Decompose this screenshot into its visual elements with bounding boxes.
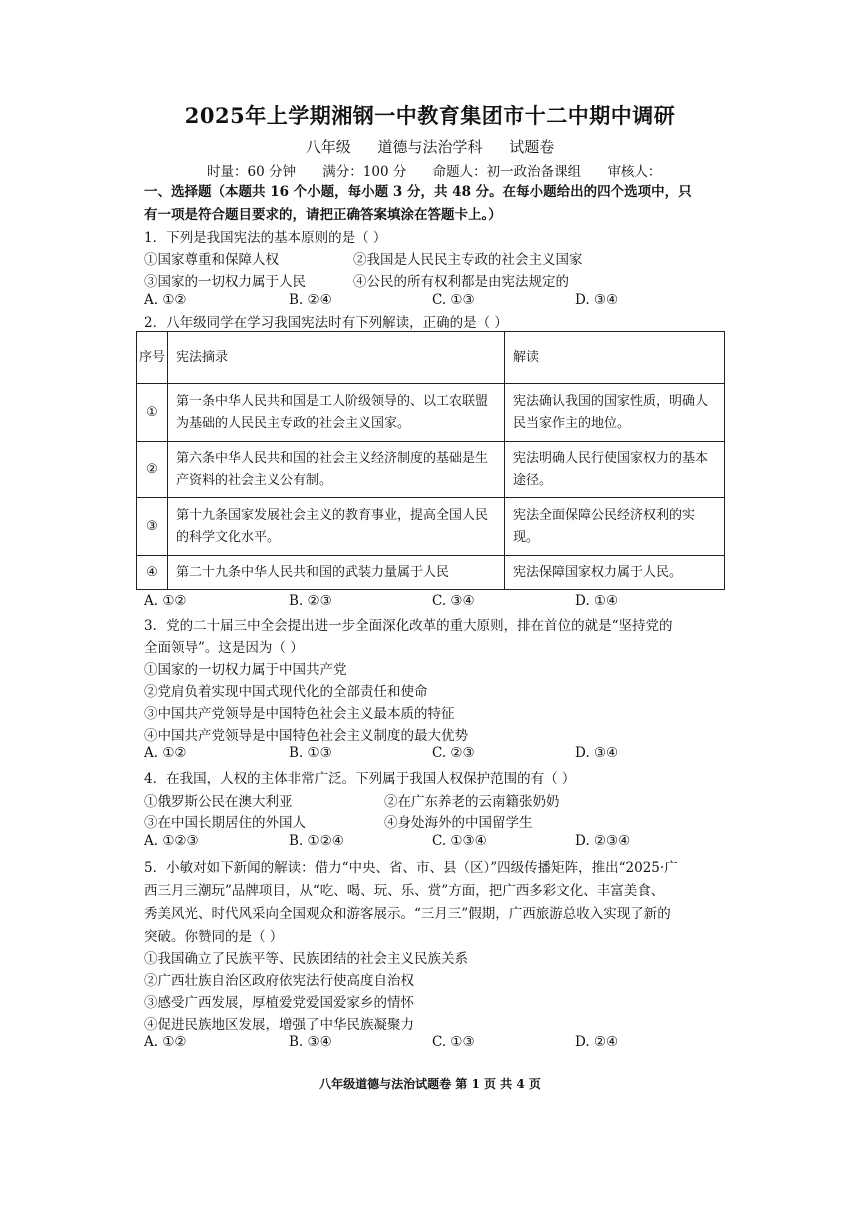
q4-option-b: B. ①②④ <box>289 833 344 849</box>
row-number: ③ <box>137 498 168 556</box>
q3-statement-4: ④中国共产党领导是中国特色社会主义制度的最大优势 <box>144 728 468 744</box>
row-number: ④ <box>137 556 168 590</box>
row-excerpt: 第十九条国家发展社会主义的教育事业，提高全国人民的科学文化水平。 <box>168 498 505 556</box>
table-row <box>137 498 725 556</box>
q3-option-d: D. ③④ <box>575 745 619 761</box>
header-number: 序号 <box>137 332 168 384</box>
q1-option-b: B. ②④ <box>289 292 332 308</box>
row-number: ② <box>137 442 168 498</box>
q1-statement-3: ③国家的一切权力属于人民 <box>144 274 306 290</box>
row-number: ① <box>137 384 168 442</box>
q4-option-d: D. ②③④ <box>575 833 631 849</box>
q1-option-a: A. ①② <box>144 292 187 308</box>
exam-subtitle: 八年级 道德与法治学科 试题卷 <box>305 138 555 156</box>
row-excerpt: 第六条中华人民共和国的社会主义经济制度的基础是生产资料的社会主义公有制。 <box>168 442 505 498</box>
q4-options <box>144 833 764 853</box>
q5-stem-line4: 突破。你赞同的是（ ） <box>144 929 284 945</box>
q1-statement-1: ①国家尊重和保障人权 <box>144 252 279 268</box>
section-heading-line1: 一、选择题（本题共 16 个小题，每小题 3 分，共 48 分。在每小题给出的四个选项中，只 <box>144 184 692 200</box>
q4-statement-3: ③在中国长期居住的外国人 <box>144 815 306 831</box>
exam-meta <box>207 160 683 180</box>
q1-stem: 1．下列是我国宪法的基本原则的是（ ） <box>144 230 387 246</box>
q3-option-c: C. ②③ <box>432 745 475 761</box>
q4-statement-2: ②在广东养老的云南籍张奶奶 <box>384 794 560 810</box>
q3-statement-3: ③中国共产党领导是中国特色社会主义最本质的特征 <box>144 706 455 722</box>
q3-statement-1: ①国家的一切权力属于中国共产党 <box>144 662 347 678</box>
q5-option-c: C. ①③ <box>432 1034 475 1050</box>
q3-options <box>144 745 764 765</box>
q3-option-a: A. ①② <box>144 745 187 761</box>
q5-options <box>144 1034 764 1054</box>
table-row <box>137 442 725 498</box>
constitution-table <box>136 331 725 590</box>
row-reading: 宪法明确人民行使国家权力的基本途径。 <box>505 442 725 498</box>
q5-stem-line2: 西三月三潮玩”品牌项目，从“吃、喝、玩、乐、赏”方面，把广西多彩文化、丰富美食、 <box>144 883 665 899</box>
q3-stem-line1: 3．党的二十届三中全会提出进一步全面深化改革的重大原则，排在首位的就是“坚持党的 <box>144 618 673 634</box>
q2-option-d: D. ①④ <box>575 593 619 609</box>
exam-title: 2025年上学期湘钢一中教育集团市十二中期中调研 <box>184 103 676 128</box>
q1-statements-row1 <box>144 248 744 268</box>
q5-option-b: B. ③④ <box>289 1034 332 1050</box>
q4-statements-row1 <box>144 790 744 810</box>
table-row <box>137 384 725 442</box>
q5-stem-line3: 秀美风光、时代风采向全国观众和游客展示。“三月三”假期，广西旅游总收入实现了新的 <box>144 906 671 922</box>
reviewer: 审核人： <box>607 164 662 180</box>
q4-option-a: A. ①②③ <box>144 833 199 849</box>
q1-options <box>144 292 764 312</box>
q3-option-b: B. ①③ <box>289 745 332 761</box>
q5-stem-line1: 5．小敏对如下新闻的解读：借力“中央、省、市、县（区）”四级传播矩阵，推出“2025·广 <box>144 860 678 876</box>
q4-statement-1: ①俄罗斯公民在澳大利亚 <box>144 794 293 810</box>
q4-statement-4: ④身处海外的中国留学生 <box>384 815 533 831</box>
q5-option-a: A. ①② <box>144 1034 187 1050</box>
q4-statements-row2 <box>144 811 744 831</box>
q1-option-d: D. ③④ <box>575 292 619 308</box>
header-excerpt: 宪法摘录 <box>168 332 505 384</box>
header-reading: 解读 <box>505 332 725 384</box>
q4-option-c: C. ①③④ <box>432 833 487 849</box>
q3-stem-line2: 全面领导”。这是因为（ ） <box>144 640 304 656</box>
page-footer: 八年级道德与法治试题卷 第 1 页 共 4 页 <box>319 1077 541 1091</box>
row-excerpt: 第一条中华人民共和国是工人阶级领导的、以工农联盟为基础的人民民主专政的社会主义国家。 <box>168 384 505 442</box>
q5-statement-2: ②广西壮族自治区政府依宪法行使高度自治权 <box>144 973 414 989</box>
q2-option-c: C. ③④ <box>432 593 475 609</box>
time-limit: 时量：60 分钟 <box>207 164 296 180</box>
q3-statement-2: ②党肩负着实现中国式现代化的全部责任和使命 <box>144 684 428 700</box>
q2-option-a: A. ①② <box>144 593 187 609</box>
q1-statement-4: ④公民的所有权利都是由宪法规定的 <box>353 274 569 290</box>
q1-statement-2: ②我国是人民民主专政的社会主义国家 <box>353 252 583 268</box>
full-score: 满分：100 分 <box>322 164 407 180</box>
q5-option-d: D. ②④ <box>575 1034 619 1050</box>
section-heading-line2: 有一项是符合题目要求的，请把正确答案填涂在答题卡上。） <box>144 207 502 223</box>
q5-statement-3: ③感受广西发展，厚植爱党爱国爱家乡的情怀 <box>144 995 414 1011</box>
q1-option-c: C. ①③ <box>432 292 475 308</box>
row-reading: 宪法确认我国的国家性质，明确人民当家作主的地位。 <box>505 384 725 442</box>
q5-statement-1: ①我国确立了民族平等、民族团结的社会主义民族关系 <box>144 951 468 967</box>
q2-options <box>144 593 764 613</box>
q1-statements-row2 <box>144 270 744 290</box>
table-row <box>137 556 725 590</box>
table-header-row <box>137 332 725 384</box>
q5-statement-4: ④促进民族地区发展，增强了中华民族凝聚力 <box>144 1017 414 1033</box>
q4-stem: 4．在我国，人权的主体非常广泛。下列属于我国人权保护范围的有（ ） <box>144 771 576 787</box>
row-reading: 宪法保障国家权力属于人民。 <box>505 556 725 590</box>
row-reading: 宪法全面保障公民经济权利的实现。 <box>505 498 725 556</box>
q2-option-b: B. ②③ <box>289 593 332 609</box>
author: 命题人：初一政治备课组 <box>432 164 582 180</box>
q2-stem: 2．八年级同学在学习我国宪法时有下列解读，正确的是（ ） <box>144 315 508 331</box>
row-excerpt: 第二十九条中华人民共和国的武装力量属于人民 <box>168 556 505 590</box>
